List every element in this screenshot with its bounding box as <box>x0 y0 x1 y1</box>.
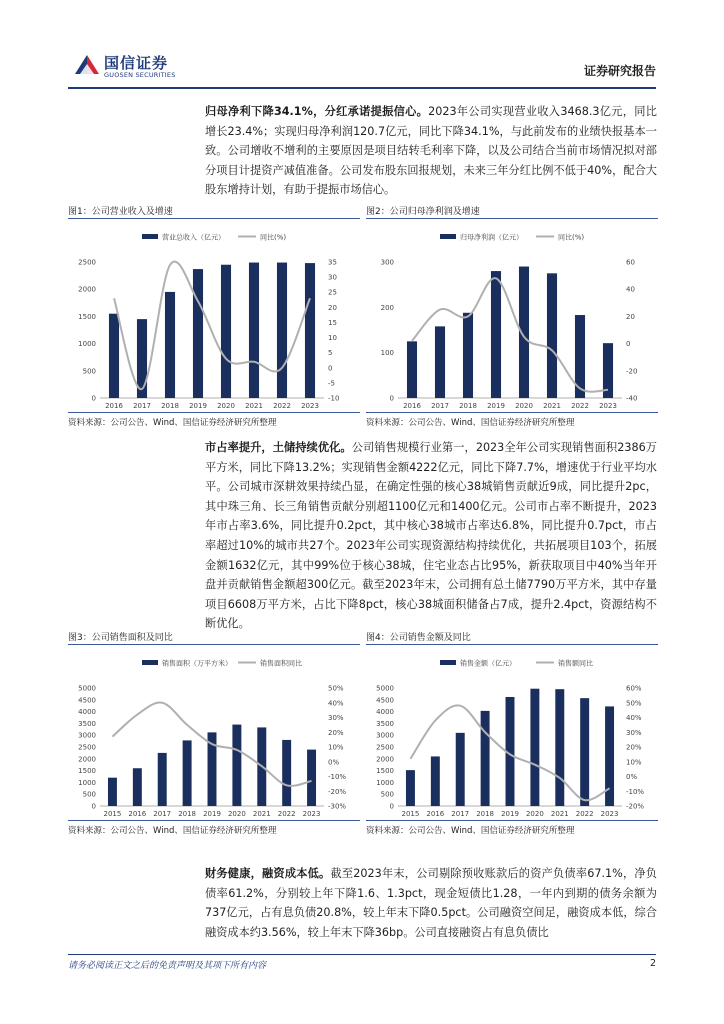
figure-bottom-rule <box>68 820 360 821</box>
page-header <box>0 0 724 90</box>
y-left-tick-label: 1000 <box>376 778 394 787</box>
company-name-cn: 国信证券 <box>104 54 169 72</box>
legend-bar-swatch <box>440 234 456 239</box>
x-tick-label: 2018 <box>161 402 179 410</box>
y-left-tick-label: 300 <box>380 258 394 267</box>
legend-line-label: 同比(%) <box>558 233 585 242</box>
y-right-tick-label: 20 <box>626 312 635 321</box>
y-right-tick-label: 0 <box>626 340 631 349</box>
x-tick-label: 2021 <box>543 402 561 410</box>
y-right-tick-label: 40 <box>626 285 635 294</box>
bar <box>580 698 589 806</box>
chart-legend <box>440 659 593 668</box>
legend-line-label: 销售额同比 <box>558 659 593 668</box>
bar <box>193 269 203 398</box>
bar <box>282 740 291 806</box>
y-right-tick-label: 30 <box>328 273 337 282</box>
bar <box>108 778 117 806</box>
y-left-tick-label: 5000 <box>376 684 394 693</box>
footer-disclaimer: 请务必阅读正文之后的免责声明及其项下所有内容 <box>68 961 267 971</box>
y-right-tick-label: 50% <box>626 699 642 708</box>
company-name-en: GUOSEN SECURITIES <box>104 71 176 79</box>
figure-sales-area <box>68 630 360 836</box>
x-tick-label: 2017 <box>431 402 449 410</box>
y-left-tick-label: 200 <box>380 303 394 312</box>
y-right-tick-label: 40% <box>626 714 642 722</box>
y-right-tick-label: 30% <box>328 714 344 722</box>
figure-title: 图3：公司销售面积及同比 <box>68 633 173 643</box>
bar <box>158 753 167 806</box>
bar <box>456 733 465 806</box>
x-tick-label: 2022 <box>575 810 594 818</box>
y-right-tick-label: -20% <box>626 802 645 811</box>
x-tick-label: 2022 <box>277 810 296 818</box>
legend-bar-label: 销售面积（万平方米） <box>162 659 232 668</box>
figure-sales-amount <box>366 630 658 836</box>
y-left-tick-label: 100 <box>380 349 394 358</box>
y-left-tick-label: 3000 <box>376 731 394 740</box>
y-left-tick-label: 2500 <box>78 258 96 267</box>
x-tick-label: 2019 <box>189 402 207 410</box>
figure-top-rule <box>366 218 658 219</box>
y-left-tick-label: 500 <box>82 790 96 799</box>
bar <box>491 271 501 398</box>
bar <box>165 292 175 398</box>
y-right-tick-label: 25 <box>328 288 337 297</box>
x-tick-label: 2018 <box>476 810 495 818</box>
x-tick-label: 2020 <box>515 402 533 410</box>
x-tick-label: 2022 <box>571 402 589 410</box>
y-left-tick-label: 500 <box>82 367 96 376</box>
bar <box>307 750 316 806</box>
y-right-tick-label: -10 <box>328 394 340 403</box>
paragraph-lead: 财务健康，融资成本低。 <box>205 867 331 880</box>
paragraph-body: 公司销售规模行业第一，2023全年公司实现销售面积2386万平方米，同比下降13.2%；实现销售金额4222亿元，同比下降7.7%，增速优于行业平均水平。公司城市深耕效果持续凸显，在确定性强的核心38城销售贡献近9成，同比提升2pc，其中珠三角、长三角销售贡献分别超1100亿元和1400亿元。公司市占率不断提升，2023年市占率3.6%，同比提升0.2pct，其中核心38城市占率达6.8%，同比提升0.7pct，市占率超过10%的城市共27个。2023年公司实现资源结构持续优化，共拓展项目103个，拓展金额1632亿元，其中99%位于核心38城，住宅业态占比95%，新获取项目中40%当年开盘并贡献销售金额超300亿元。截至2023年末，公司拥有总土储7790万平方米，其中存量项目6608万平方米，占比下降8pct，核心38城面积储备占7成，提升2.4pct，资源结构不断优化。 <box>205 441 657 631</box>
y-right-tick-label: 0% <box>328 758 340 767</box>
revenue-chart <box>68 224 360 412</box>
chart-legend <box>142 659 302 668</box>
figure-title: 图4：公司销售金额及同比 <box>366 633 471 643</box>
bar <box>547 273 557 398</box>
y-right-tick-label: -10% <box>328 773 347 781</box>
figure-top-rule <box>366 644 658 645</box>
figure-bottom-rule <box>366 412 658 413</box>
x-tick-label: 2019 <box>501 810 519 818</box>
x-tick-label: 2019 <box>487 402 505 410</box>
y-right-tick-label: 0 <box>328 364 333 373</box>
bar <box>277 263 287 398</box>
x-tick-label: 2016 <box>105 402 123 410</box>
y-left-tick-label: 4500 <box>376 696 394 705</box>
legend-line-label: 同比(%) <box>260 233 287 242</box>
y-left-tick-label: 1000 <box>78 778 96 787</box>
y-left-tick-label: 1500 <box>78 767 96 776</box>
x-tick-label: 2019 <box>203 810 221 818</box>
figure-title: 图1：公司营业收入及增速 <box>68 207 173 217</box>
paragraph-lead: 市占率提升，土储持续优化。 <box>205 441 352 454</box>
y-left-tick-label: 4000 <box>376 708 394 717</box>
footer-divider <box>68 954 656 955</box>
y-right-tick-label: -30% <box>328 802 347 811</box>
figure-top-rule <box>68 218 360 219</box>
figure-source: 资料来源：公司公告、Wind、国信证券经济研究所整理 <box>366 826 575 836</box>
x-tick-label: 2018 <box>178 810 197 818</box>
bar <box>232 725 241 806</box>
bar <box>555 689 564 806</box>
figure-source: 资料来源：公司公告、Wind、国信证券经济研究所整理 <box>366 418 575 428</box>
y-right-tick-label: 10% <box>328 743 344 752</box>
figure-source: 资料来源：公司公告、Wind、国信证券经济研究所整理 <box>68 826 277 836</box>
bar <box>109 314 119 398</box>
x-tick-label: 2015 <box>103 810 122 818</box>
y-left-tick-label: 2000 <box>376 755 394 764</box>
x-tick-label: 2018 <box>459 402 477 410</box>
guosen-logo-icon <box>72 50 102 80</box>
y-right-tick-label: 10 <box>328 334 337 343</box>
x-tick-label: 2021 <box>550 810 569 818</box>
figure-bottom-rule <box>68 412 360 413</box>
y-left-tick-label: 2500 <box>376 743 394 752</box>
y-left-tick-label: 3500 <box>376 719 394 728</box>
x-tick-label: 2016 <box>128 810 147 818</box>
y-left-tick-label: 3000 <box>78 731 96 740</box>
y-right-tick-label: 60 <box>626 258 635 267</box>
y-left-tick-label: 2000 <box>78 755 96 764</box>
paragraph-lead: 归母净利下降34.1%，分红承诺提振信心。 <box>205 105 429 118</box>
legend-bar-swatch <box>142 234 158 239</box>
y-left-tick-label: 0 <box>389 394 394 403</box>
sales-area-chart <box>68 650 360 820</box>
x-tick-label: 2021 <box>245 402 263 410</box>
x-tick-label: 2022 <box>273 402 291 410</box>
x-tick-label: 2016 <box>426 810 445 818</box>
report-type-label: 证券研究报告 <box>583 64 656 78</box>
y-right-tick-label: 20% <box>626 743 642 752</box>
figure-bottom-rule <box>366 820 658 821</box>
page-number: 2 <box>649 958 656 969</box>
y-right-tick-label: -20 <box>626 367 638 376</box>
y-left-tick-label: 5000 <box>78 684 96 693</box>
figure-net-profit <box>366 204 658 430</box>
x-tick-label: 2020 <box>217 402 235 410</box>
y-right-tick-label: -5 <box>328 379 335 388</box>
x-tick-label: 2023 <box>302 810 321 818</box>
y-left-tick-label: 0 <box>91 394 96 403</box>
figure-revenue <box>68 204 360 430</box>
y-left-tick-label: 3500 <box>78 719 96 728</box>
y-right-tick-label: 15 <box>328 318 337 327</box>
y-left-tick-label: 1000 <box>78 340 96 349</box>
y-right-tick-label: 0% <box>626 773 638 781</box>
bar <box>133 768 142 806</box>
figure-top-rule <box>68 644 360 645</box>
y-left-tick-label: 1500 <box>376 767 394 776</box>
x-tick-label: 2023 <box>599 402 617 410</box>
chart-legend <box>142 233 286 242</box>
y-right-tick-label: 5 <box>328 349 333 358</box>
bar <box>221 265 231 398</box>
header-divider <box>68 87 656 89</box>
y-right-tick-label: 60% <box>626 684 642 693</box>
x-tick-label: 2017 <box>153 810 172 818</box>
y-right-tick-label: 50% <box>328 684 344 693</box>
y-left-tick-label: 4000 <box>78 708 96 717</box>
figure-title: 图2：公司归母净利润及增速 <box>366 207 480 217</box>
y-right-tick-label: -20% <box>328 787 347 796</box>
bar <box>481 711 490 806</box>
y-left-tick-label: 2000 <box>78 285 96 294</box>
y-left-tick-label: 0 <box>91 802 96 811</box>
x-tick-label: 2016 <box>403 402 421 410</box>
bar <box>406 770 415 806</box>
bar <box>249 263 259 398</box>
y-left-tick-label: 0 <box>389 802 394 811</box>
y-right-tick-label: 20 <box>328 303 337 312</box>
paragraph-profit <box>205 102 657 200</box>
y-right-tick-label: -40 <box>626 394 638 403</box>
paragraph-body: 截至2023年末，公司剔除预收账款后的资产负债率67.1%，净负债率61.2%，分别较上年下降1.6、1.3pct，现金短债比1.28，一年内到期的债务余额为737亿元，占有息负债20.8%，较上年末下降0.5pct。公司融资空间足，融资成本低，综合融资成本约3.56%，较上年末下降36bp。公司直接融资占有息负债比 <box>205 867 657 939</box>
bar <box>305 263 315 398</box>
bar <box>463 313 473 398</box>
x-tick-label: 2017 <box>133 402 151 410</box>
x-tick-label: 2020 <box>227 810 246 818</box>
y-right-tick-label: 30% <box>626 728 642 737</box>
bar <box>183 740 192 806</box>
y-right-tick-label: -10% <box>626 787 645 796</box>
y-left-tick-label: 4500 <box>78 696 96 705</box>
y-left-tick-label: 500 <box>380 790 394 799</box>
x-tick-label: 2021 <box>252 810 271 818</box>
x-tick-label: 2017 <box>451 810 470 818</box>
net-profit-chart <box>366 224 658 412</box>
legend-line-label: 销售面积同比 <box>260 659 302 668</box>
legend-bar-swatch <box>440 660 456 665</box>
y-left-tick-label: 1500 <box>78 312 96 321</box>
legend-bar-label: 销售金额（亿元） <box>460 659 516 668</box>
sales-amount-chart <box>366 650 658 820</box>
y-right-tick-label: 40% <box>328 699 344 708</box>
paragraph-market-share <box>205 438 657 634</box>
chart-legend <box>440 233 584 242</box>
legend-bar-label: 归母净利润（亿元） <box>460 233 523 242</box>
x-tick-label: 2023 <box>301 402 319 410</box>
figure-source: 资料来源：公司公告、Wind、国信证券经济研究所整理 <box>68 418 277 428</box>
bar <box>407 341 417 398</box>
y-right-tick-label: 35 <box>328 258 337 267</box>
y-right-tick-label: 20% <box>328 728 344 737</box>
x-tick-label: 2015 <box>401 810 420 818</box>
x-tick-label: 2020 <box>525 810 544 818</box>
bar <box>530 689 539 806</box>
bar <box>435 326 445 398</box>
legend-bar-swatch <box>142 660 158 665</box>
bar <box>431 756 440 806</box>
x-tick-label: 2023 <box>600 810 619 818</box>
y-left-tick-label: 2500 <box>78 743 96 752</box>
paragraph-finance <box>205 864 657 942</box>
y-right-tick-label: 10% <box>626 758 642 767</box>
legend-bar-label: 营业总收入（亿元） <box>162 233 225 242</box>
paragraph-body: 2023年公司实现营业收入3468.3亿元，同比增长23.4%；实现归母净利润120.7亿元，同比下降34.1%，与此前发布的业绩快报基本一致。公司增收不增利的主要原因是项目结转毛利率下降，以及公司结合当前市场情况拟对部分项目计提资产减值准备。公司发布股东回报规划，未来三年分红比例不低于40%，配合大股东增持计划，有助于提振市场信心。 <box>205 105 657 197</box>
